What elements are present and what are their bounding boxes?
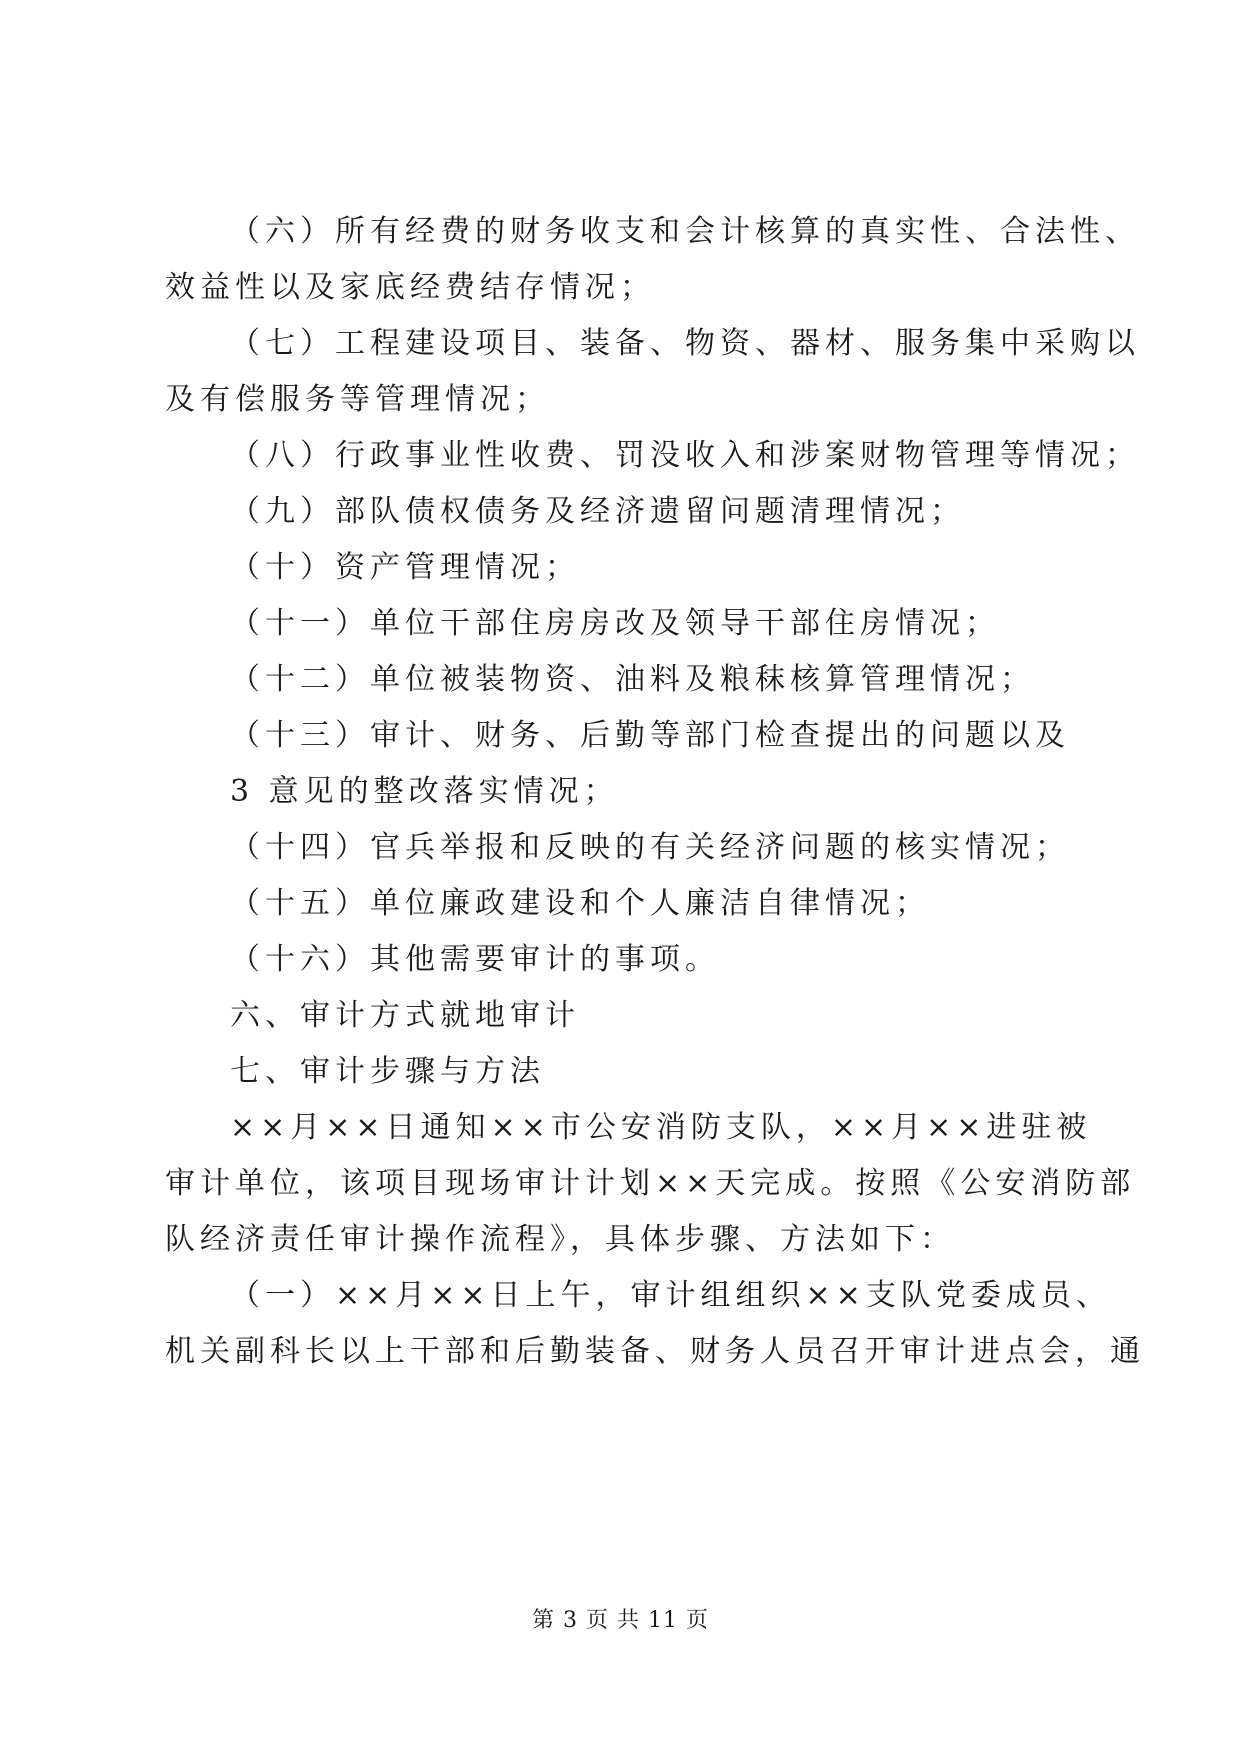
section-heading: 六、审计方式就地审计 — [230, 998, 580, 1033]
paragraph-line: （一）××月××日上午，审计组组织××支队党委成员、 — [230, 1278, 1111, 1313]
paragraph-line: 审计单位，该项目现场审计计划××天完成。按照《公安消防部 — [165, 1166, 1136, 1201]
paragraph-line: （十三）审计、财务、后勤等部门检查提出的问题以及 — [230, 718, 1070, 753]
section-heading: 七、审计步骤与方法 — [230, 1054, 545, 1089]
paragraph-line: （十五）单位廉政建设和个人廉洁自律情况； — [230, 886, 930, 921]
paragraph-line: ××月××日通知××市公安消防支队，××月××进驻被 — [230, 1110, 1092, 1145]
paragraph-line: （九）部队债权债务及经济遗留问题清理情况； — [230, 494, 965, 529]
paragraph-line: （十四）官兵举报和反映的有关经济问题的核实情况； — [230, 830, 1070, 865]
paragraph-line: （十一）单位干部住房房改及领导干部住房情况； — [230, 606, 1000, 641]
page-footer: 第 3 页 共 11 页 — [532, 1608, 709, 1633]
paragraph-line: （十六）其他需要审计的事项。 — [230, 942, 720, 977]
paragraph-line: 队经济责任审计操作流程》，具体步骤、方法如下： — [165, 1222, 955, 1257]
paragraph-line: 3 意见的整改落实情况； — [230, 774, 619, 809]
paragraph-line: （八）行政事业性收费、罚没收入和涉案财物管理等情况； — [230, 438, 1140, 473]
paragraph-line: 机关副科长以上干部和后勤装备、财务人员召开审计进点会，通 — [165, 1334, 1145, 1369]
paragraph-line: （十二）单位被装物资、油料及粮秣核算管理情况； — [230, 662, 1035, 697]
paragraph-line: 效益性以及家底经费结存情况； — [165, 270, 655, 305]
paragraph-line: （十）资产管理情况； — [230, 550, 580, 585]
paragraph-line: （七）工程建设项目、装备、物资、器材、服务集中采购以 — [230, 326, 1140, 361]
paragraph-line: （六）所有经费的财务收支和会计核算的真实性、合法性、 — [230, 214, 1140, 249]
paragraph-line: 及有偿服务等管理情况； — [165, 382, 550, 417]
